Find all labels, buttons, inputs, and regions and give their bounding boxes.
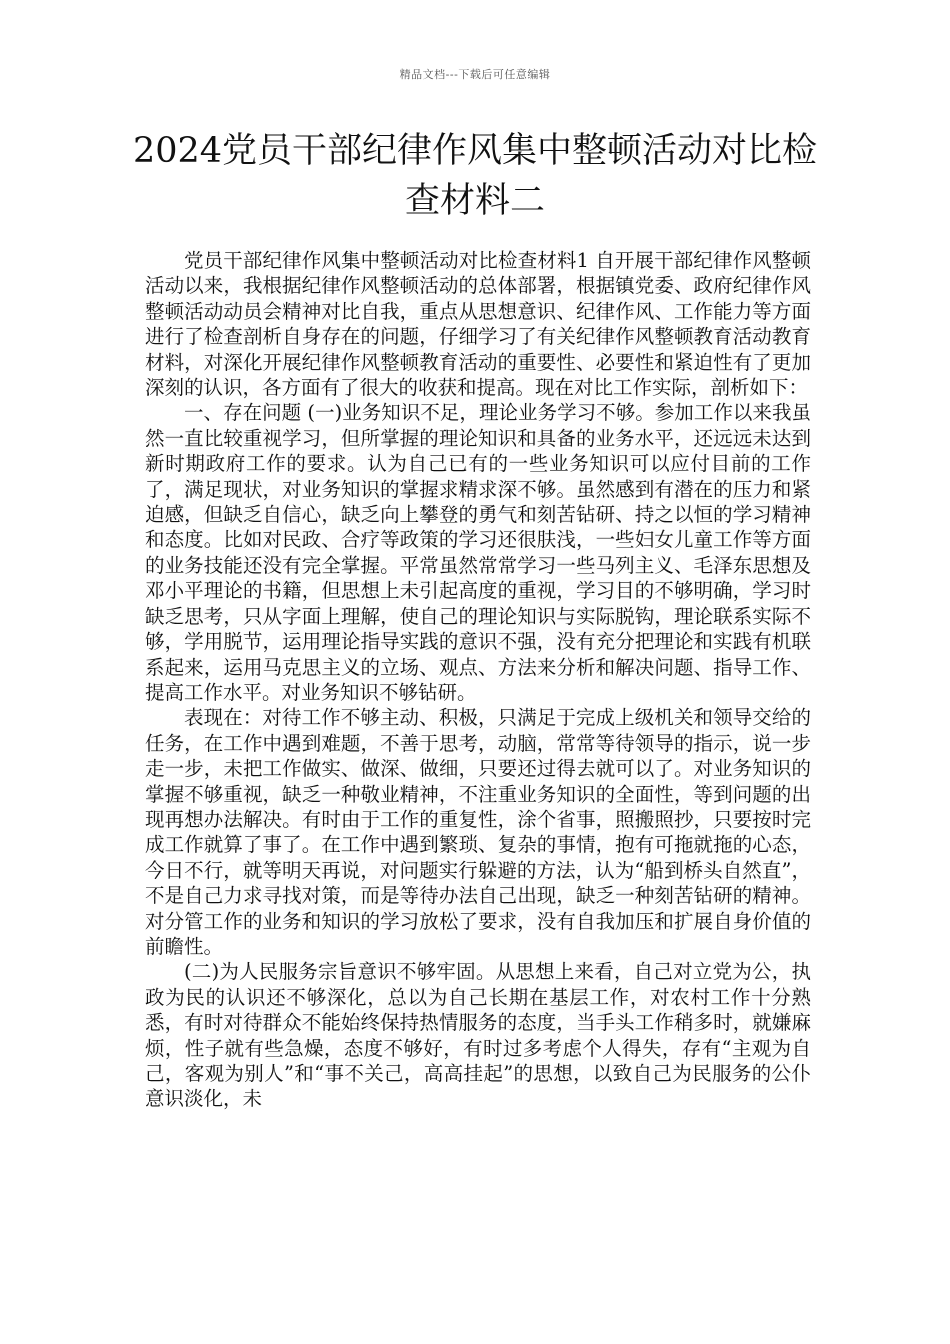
document-body <box>145 248 811 1112</box>
paragraph-intro: 党员干部纪律作风集中整顿活动对比检查材料1 自开展干部纪律作风整顿活动以来，我根据纪律作风整顿活动的总体部署，根据镇党委、政府纪律作风整顿活动动员会精神对比自我，重点从思想意识、纪律作风、工作能力等方面进行了检查剖析自身存在的问题，仔细学习了有关纪律作风整顿教育活动教育材料，对深化开展纪律作风整顿教育活动的重要性、必要性和紧迫性有了更加深刻的认识，各方面有了很大的收获和提高。现在对比工作实际，剖析如下： <box>145 249 811 400</box>
paragraph-problems: 一、存在问题 (一)业务知识不足，理论业务学习不够。参加工作以来我虽然一直比较重视学习，但所掌握的理论知识和具备的业务水平，还远远未达到新时期政府工作的要求。认为自己已有的一些业务知识可以应付目前的工作了，满足现状，对业务知识的掌握求精求深不够。虽然感到有潜在的压力和紧迫感，但缺乏自信心，缺乏向上攀登的勇气和刻苦钻研、持之以恒的学习精神和态度。比如对民政、合疗等政策的学习还很肤浅，一些妇女儿童工作等方面的业务技能还没有完全掌握。平常虽然常常学习一些马列主义、毛泽东思想及邓小平理论的书籍，但思想上未引起高度的重视，学习目的不够明确，学习时缺乏思考，只从字面上理解，使自己的理论知识与实际脱钩，理论联系实际不够，学用脱节，运用理论指导实践的意识不强，没有充分把理论和实践有机联系起来，运用马克思主义的立场、观点、方法来分析和解决问题、指导工作、提高工作水平。对业务知识不够钻研。 <box>145 401 811 704</box>
paragraph-manifestation: 表现在：对待工作不够主动、积极，只满足于完成上级机关和领导交给的任务，在工作中遇到难题，不善于思考，动脑，常常等待领导的指示，说一步走一步，未把工作做实、做深、做细，只要还过得去就可以了。对业务知识的掌握不够重视，缺乏一种敬业精神，不注重业务知识的全面性，等到问题的出现再想办法解决。有时由于工作的重复性，涂个省事，照搬照抄，只要按时完成工作就算了事了。在工作中遇到繁琐、复杂的事情，抱有可拖就拖的心态，今日不行，就等明天再说，对问题实行躲避的方法，认为“船到桥头自然直”，不是自己力求寻找对策，而是等待办法自己出现，缺乏一种刻苦钻研的精神。对分管工作的业务和知识的学习放松了要求，没有自我加压和扩展自身价值的前瞻性。 <box>145 706 811 958</box>
document-title: 2024党员干部纪律作风集中整顿活动对比检查材料二 <box>132 131 818 221</box>
paragraph-service: (二)为人民服务宗旨意识不够牢固。从思想上来看，自己对立党为公，执政为民的认识还不够深化，总以为自己长期在基层工作，对农村工作十分熟悉，有时对待群众不能始终保持热情服务的态度，当手头工作稍多时，就嫌麻烦，性子就有些急燥，态度不够好，有时过多考虑个人得失，存有“主观为自己，客观为别人”和“事不关己，高高挂起”的思想，以致自己为民服务的公仆意识淡化，未 <box>145 960 811 1111</box>
header-note: 精品文档---下载后可任意编辑 <box>399 68 551 81</box>
